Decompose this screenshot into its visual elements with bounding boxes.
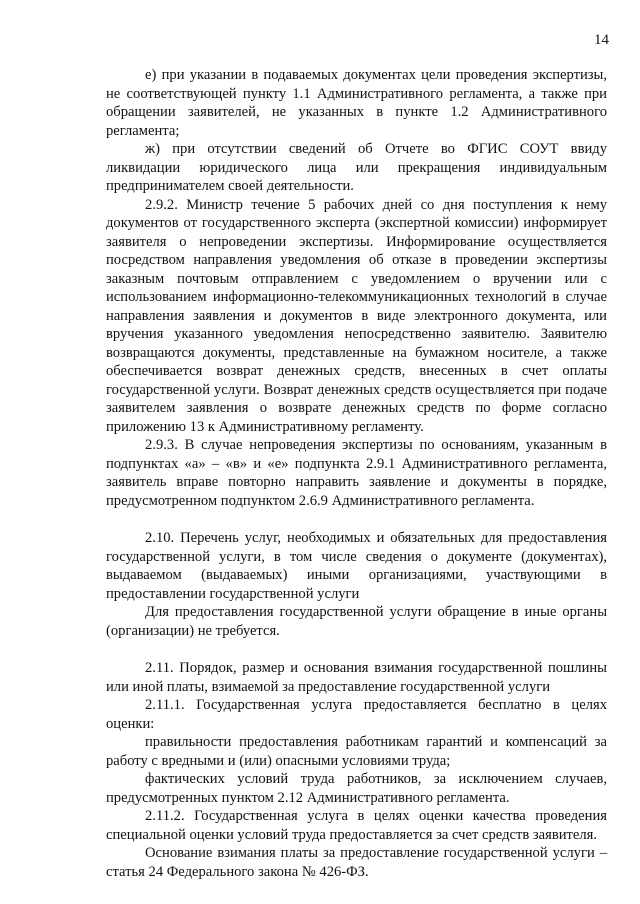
paragraph-2-9-2: 2.9.2. Министр течение 5 рабочих дней со дня поступления к нему документов от государственного эксперта (экспертной комиссии) информирует заявителя о непроведении экспертизы. Информирование осуществляется посредством направления уведомления об отказе в проведении экспертизы заказным почтовым отправлением с уведомлением о вручении или с использованием информационно-телекоммуникационных технологий в случае направления заявления и документов в виде электронного документа, или вручения указанного уведомления непосредственно заявителю. Заявителю возвращаются документы, представленные на бумажном носителе, а также обеспечивается возврат денежных средств, внесенных в счет оплаты государственной услуги. Возврат денежных средств осуществляется при подаче заявителем заявления о возврате денежных средств по форме согласно приложению 13 к Административному регламенту. [106,196,607,435]
paragraph-item-zh: ж) при отсутствии сведений об Отчете во ФГИС СОУТ ввиду ликвидации юридического лица или прекращения индивидуальным предпринимателем своей деятельности. [106,141,607,194]
paragraph-fee-basis: Основание взимания платы за предоставление государственной услуги – статья 24 Федерального закона № 426-ФЗ. [106,845,607,880]
paragraph-2-11-2: 2.11.2. Государственная услуга в целях оценки качества проведения специальной оценки условий труда предоставляется за счет средств заявителя. [106,808,607,843]
paragraph-2-9-3: 2.9.3. В случае непроведения экспертизы по основаниям, указанным в подпунктах «а» – «в» и «е» подпункта 2.9.1 Административного регламента, заявитель вправе повторно направить заявление и документы в порядке, предусмотренном подпунктом 2.6.9 Административного регламента. [106,437,607,509]
paragraph-2-11-1-item-conditions: фактических условий труда работников, за исключением случаев, предусмотренных пунктом 2.12 Административного регламента. [106,771,607,806]
paragraph-2-11-1-item-guarantees: правильности предоставления работникам гарантий и компенсаций за работу с вредными и (или) опасными условиями труда; [106,734,607,769]
page-body [106,66,607,881]
paragraph-2-10-body: Для предоставления государственной услуги обращение в иные органы (организации) не требуется. [106,604,607,639]
section-heading-2-10: 2.10. Перечень услуг, необходимых и обязательных для предоставления государственной услуги, в том числе сведения о документе (документах), выдаваемом (выдаваемых) иными организациями, участвующими в предоставлении государственной услуги [106,530,607,602]
paragraph-2-11-1: 2.11.1. Государственная услуга предоставляется бесплатно в целях оценки: [106,697,607,732]
page-number: 14 [594,32,609,48]
section-heading-2-11: 2.11. Порядок, размер и основания взимания государственной пошлины или иной платы, взимаемой за предоставление государственной услуги [106,660,607,695]
paragraph-item-e: е) при указании в подаваемых документах цели проведения экспертизы, не соответствующей пункту 1.1 Административного регламента, а также при обращении заявителей, не указанных в пункте 1.2 Административного регламента; [106,67,607,139]
